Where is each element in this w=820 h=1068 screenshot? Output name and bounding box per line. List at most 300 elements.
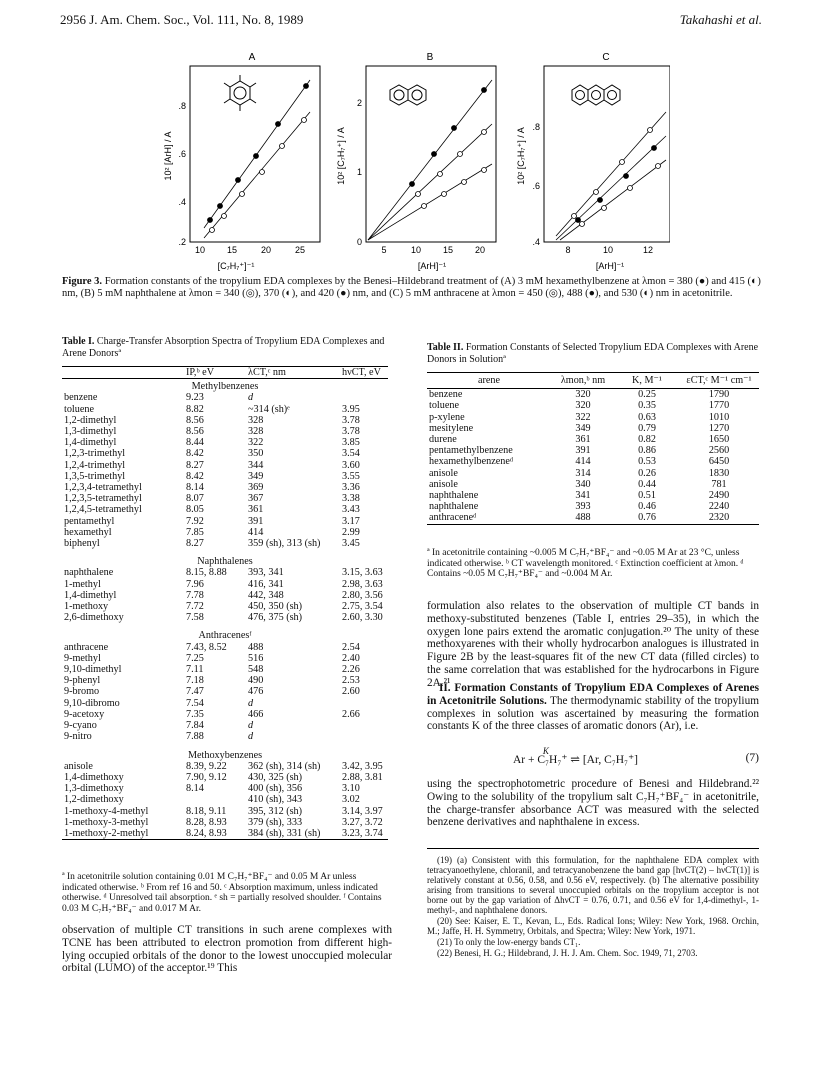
panel-a-ytick: .2	[178, 237, 186, 247]
table2-cell: hexamethylbenzeneᵈ	[429, 456, 514, 468]
panel-c-ytick: .4	[532, 237, 540, 247]
table1-cell: 7.88	[186, 731, 204, 743]
table2-cell: toluene	[429, 400, 459, 412]
table2-cell: pentamethylbenzene	[429, 445, 513, 457]
table1-section-title: Anthracenesᶠ	[198, 630, 252, 642]
table1-cell	[184, 794, 246, 805]
table1-row	[62, 426, 388, 437]
table1-body	[62, 379, 388, 840]
table1-row	[62, 471, 388, 482]
panel-c-ytick: .8	[532, 122, 540, 132]
table1-row	[62, 675, 388, 686]
table1-cell: 442, 348	[248, 589, 284, 601]
table2-cell: 314	[575, 467, 591, 479]
table1-section-row	[62, 554, 388, 567]
table1-row	[62, 527, 388, 538]
table1-row	[62, 460, 388, 471]
table2-cell: 1830	[708, 467, 730, 479]
table1-row	[62, 415, 388, 426]
table1-section-row	[62, 748, 388, 761]
table1-cell	[340, 392, 388, 403]
table1-cell: 7.92	[186, 515, 204, 527]
table1-cell: 1,4-dimethyl	[64, 589, 117, 601]
table1-cell: 8.18, 9.11	[186, 805, 227, 817]
table2-cell: 320	[575, 400, 591, 412]
table1-cell: 3.42, 3.95	[342, 760, 383, 772]
table2-header-cell: εCT,ᶜ M⁻¹ cm⁻¹	[679, 373, 759, 389]
panel-a-data-points	[208, 84, 309, 233]
table1-cell: 1,4-dimethyl	[64, 437, 117, 449]
table1-cell: 3.54	[342, 448, 360, 460]
table1-row	[62, 828, 388, 840]
table1-section-title: Naphthalenes	[197, 556, 253, 568]
table1-row	[62, 731, 388, 742]
panel-b-xtick: 5	[381, 245, 387, 255]
table2-cell: 0.26	[638, 467, 656, 479]
table2-footnote: ª In acetonitrile containing ~0.005 M C₇H₇⁺BF₄⁻ and ~0.05 M Ar at 23 °C, unless indicated otherwise. ᵇ CT wavelength monitored. ᶜ Extinction coefficient at λmon. ᵈ Contains ~0.05 M C₇H₇⁺BF₄⁻ and ~0.004 M Ar.	[427, 548, 744, 579]
table1-cell: d	[248, 697, 254, 709]
table2-cell: benzene	[429, 389, 463, 401]
panel-b-plot	[332, 52, 502, 274]
table1-cell: biphenyl	[64, 538, 100, 550]
table1-cell: 1,3-dimethyl	[64, 426, 117, 438]
table2-cell: 340	[575, 478, 591, 490]
table1-cell: 9-bromo	[64, 686, 100, 698]
panel-c-xlabel: [ArH]⁻¹	[595, 261, 625, 271]
table2-cell: 0.76	[615, 512, 679, 524]
table1-cell: 384 (sh), 331 (sh)	[246, 828, 340, 840]
table1-cell: 3.85	[342, 437, 360, 449]
table1-cell: 1,2-dimethyl	[64, 414, 117, 426]
table2-cell: 0.63	[638, 411, 656, 423]
table2-cell: 0.82	[638, 434, 656, 446]
table1-row	[62, 601, 388, 612]
table2-cell: naphthalene	[429, 490, 479, 502]
figure-panel-b	[332, 52, 502, 279]
table1-cell: 8.42	[186, 470, 204, 482]
table1-cell: 362 (sh), 314 (sh)	[248, 760, 321, 772]
table1-cell: 410 (sh), 343	[248, 794, 303, 806]
table1-row	[62, 482, 388, 493]
table1-cell: anthracene	[64, 641, 109, 653]
table1-cell: 8.14	[186, 482, 204, 494]
table1-row	[62, 783, 388, 794]
panel-b-xtick: 10	[410, 245, 422, 255]
panel-a-xlabel: [C₇H₇⁺]⁻¹	[217, 261, 255, 271]
equation-constant: K	[542, 746, 549, 756]
panel-b-ytick: 1	[356, 167, 362, 177]
table1-cell: 3.78	[342, 426, 360, 438]
table1-row	[62, 642, 388, 653]
panel-b-label: B	[426, 52, 434, 63]
table1-cell: 8.15, 8.88	[186, 567, 227, 579]
table1-cell: 1-methoxy	[64, 601, 109, 613]
table1-cell: 3.60	[342, 459, 360, 471]
table2-cell: 320	[575, 389, 591, 401]
table1-cell: 2.54	[342, 641, 360, 653]
table1-cell: 3.27, 3.72	[342, 816, 383, 828]
table1-cell: 391	[248, 515, 264, 527]
table2-header-cell: arene	[427, 373, 551, 389]
panel-b-xtick: 20	[474, 245, 486, 255]
equation-text: Ar + C₇H₇⁺ ⇌ [Ar, C₇H₇⁺]	[513, 754, 638, 766]
table1-cell: benzene	[64, 392, 98, 404]
table1-cell: 7.58	[186, 612, 204, 624]
table1-cell: 7.72	[186, 601, 204, 613]
table1-cell: 7.25	[186, 652, 204, 664]
table1-row	[62, 437, 388, 448]
table1-cell: 3.95	[342, 403, 360, 415]
table1-cell: 8.07	[186, 493, 204, 505]
panel-c-frame	[544, 66, 670, 242]
panel-c-xtick: 12	[642, 245, 654, 255]
table1-row	[62, 567, 388, 578]
equation-expression	[513, 746, 647, 766]
table1-cell: 379 (sh), 333	[248, 816, 303, 828]
table2-cell: 393	[575, 501, 591, 513]
table1-cell: 9.23	[186, 392, 204, 404]
panel-a-ytick: .8	[178, 101, 186, 111]
table1-cell: 2.75, 3.54	[342, 601, 383, 613]
panel-c-data-points	[572, 128, 661, 227]
table2-cell: mesitylene	[429, 422, 474, 434]
table1-cell: 1,3-dimethoxy	[64, 783, 124, 795]
table1-cell: 3.43	[342, 504, 360, 516]
table2-header-cell: λmon,ᵇ nm	[551, 373, 615, 389]
table1-cell: pentamethyl	[64, 515, 115, 527]
panel-a-plot	[160, 52, 330, 274]
table2-label: Table II.	[427, 342, 464, 353]
journal-citation: 2956 J. Am. Chem. Soc., Vol. 111, No. 8, 1989	[60, 12, 304, 27]
table1-cell: 7.90, 9.12	[186, 771, 227, 783]
table1-cell: 1,2,3,4-tetramethyl	[64, 482, 142, 494]
panel-a-ytick: .4	[178, 197, 186, 207]
table2-cell: 0.51	[638, 490, 656, 502]
table1-row	[62, 817, 388, 828]
table1-cell: 1,2,4-trimethyl	[64, 459, 126, 471]
table1-header-cell: hνCT, eV	[340, 367, 388, 379]
table2-row	[427, 456, 759, 467]
table1-cell: 369	[248, 482, 264, 494]
table1-cell: 8.27	[186, 459, 204, 471]
table1-cell: 2.26	[342, 664, 360, 676]
table1-cell: 1-methoxy-3-methyl	[64, 816, 149, 828]
table2-cell: 391	[575, 445, 591, 457]
table1-cell	[340, 698, 388, 709]
right-column-paragraph-2	[427, 682, 759, 733]
panel-a-xtick: 15	[226, 245, 238, 255]
table1-cell: 2.98, 3.63	[342, 578, 383, 590]
table2-row	[427, 479, 759, 490]
table1-cell: 9-phenyl	[64, 675, 101, 687]
table1-cell: 2.53	[342, 675, 360, 687]
panel-b-xlabel: [ArH]⁻¹	[417, 261, 447, 271]
table1-cell: 8.82	[186, 403, 204, 415]
table1-cell: 344	[248, 459, 264, 471]
table2-cell: anisole	[429, 467, 458, 479]
table1-cell: 7.47	[186, 686, 204, 698]
panel-b-ylabel: 10² [C₇H₇⁺] / A	[336, 127, 346, 185]
table1-section-row	[62, 628, 388, 641]
table2-title: Formation Constants of Selected Tropylium EDA Complexes with Arene Donors in Solutionª	[427, 342, 759, 365]
table1-cell: 3.14, 3.97	[342, 805, 383, 817]
section-heading: II. Formation Constants of Tropylium EDA Complexes of Arenes in Acetonitrile Solutions.	[427, 682, 759, 707]
table1-row	[62, 504, 388, 515]
table2-cell: 0.25	[638, 389, 656, 401]
table1-cell: 488	[248, 641, 264, 653]
panel-a-xtick: 10	[194, 245, 206, 255]
table1-cell: 8.27	[186, 538, 204, 550]
table1-header-cell: IP,ᵇ eV	[184, 367, 246, 379]
table1-cell: 7.43, 8.52	[186, 641, 227, 653]
table1-row	[62, 698, 388, 709]
table1-cell: 466	[248, 708, 264, 720]
panel-b-xtick: 15	[442, 245, 454, 255]
figure-panel-c	[500, 52, 670, 279]
panel-a-xtick: 20	[260, 245, 272, 255]
table1-cell: d	[248, 392, 254, 404]
table1-row	[62, 709, 388, 720]
table1-footnote: ª In acetonitrile solution containing 0.01 M C₇H₇⁺BF₄⁻ and 0.05 M Ar unless indicated otherwise. ᵇ From ref 16 and 50. ᶜ Absorption maximum, unless indicated otherwise. ᵈ Unresolved tail absorption. ᵉ sh = partially resolved shoulder. ᶠ Contains 0.03 M C₇H₇⁺BF₄⁻ and 0.017 M Ar.	[62, 872, 382, 914]
table1-row	[62, 772, 388, 783]
table1-section-row	[62, 379, 388, 393]
table2-cell: 0.35	[638, 400, 656, 412]
figure-panel-a	[160, 52, 330, 279]
table2-cell: 488	[551, 512, 615, 524]
table2-cell: 1770	[708, 400, 730, 412]
table1-cell: 8.42	[186, 448, 204, 460]
panel-c-label: C	[602, 52, 610, 63]
table1-row	[62, 404, 388, 415]
table1-cell: 1-methoxy-4-methyl	[64, 805, 149, 817]
table1-cell: 328	[248, 414, 264, 426]
table1-cell: 361	[248, 504, 264, 516]
table1-cell: toluene	[64, 403, 94, 415]
table1-cell: 8.28, 8.93	[186, 816, 227, 828]
table1-cell: 8.56	[186, 426, 204, 438]
table1-cell: 7.35	[186, 708, 204, 720]
table1-cell: 2.60, 3.30	[342, 612, 383, 624]
table1-row	[62, 579, 388, 590]
naphthalene-structure-icon	[390, 85, 426, 105]
table1-cell: 7.78	[186, 589, 204, 601]
table1-header-cell	[62, 367, 184, 379]
table1-cell: 7.84	[186, 720, 204, 732]
table1-row	[62, 686, 388, 697]
table1-title: Charge-Transfer Absorption Spectra of Tropylium EDA Complexes and Arene Donorsª	[62, 336, 385, 359]
table1-label: Table I.	[62, 336, 95, 347]
table1-cell: 9,10-dibromo	[64, 697, 120, 709]
table2-cell: 361	[575, 434, 591, 446]
table1-row	[62, 653, 388, 664]
table2-cell: anisole	[429, 478, 458, 490]
table1-cell	[340, 731, 388, 742]
table1-cell: 490	[248, 675, 264, 687]
table2-row	[427, 423, 759, 434]
table1-row	[62, 612, 388, 623]
panel-b-frame	[366, 66, 496, 242]
table1-cell: 2.66	[342, 708, 360, 720]
table1-row	[62, 448, 388, 459]
table2-cell: 1010	[708, 411, 730, 423]
table2-row	[427, 389, 759, 401]
figure-caption-label: Figure 3.	[62, 276, 103, 287]
table1-cell: 7.85	[186, 526, 204, 538]
table1-cell: 393, 341	[248, 567, 284, 579]
table1-cell: ~314 (sh)ᵉ	[248, 403, 290, 415]
table2-cell: p-xylene	[429, 411, 465, 423]
figure-caption-text: Formation constants of the tropylium EDA complexes by the Benesi–Hildebrand treatment of (A) 3 mM hexamethylbenzene at λmon = 380 (●) and 415 (◐) nm, (B) 5 mM naphthalene at λmon = 340 (◎), 370 (◐), and 420 (●) nm, and (C) 5 mM anthracene at λmon = 450 (◎), 488 (●), and 530 (◐) nm in acetonitrile.	[62, 276, 761, 299]
table2-cell: anthraceneᵈ	[427, 512, 551, 524]
table1-cell: 450, 350 (sh)	[248, 601, 303, 613]
table1-section-title: Methoxybenzenes	[187, 749, 263, 761]
panel-b-ytick: 2	[356, 98, 362, 108]
table1-cell: 516	[248, 652, 264, 664]
table2-body	[427, 389, 759, 524]
section-text: The thermodynamic stability of the tropylium complexes in solution was ascertained by measuring the formation constants K of the three classes of aromatic donors (Ar), i.e.	[427, 694, 760, 733]
table1-cell: 7.18	[186, 675, 204, 687]
left-column-paragraph: observation of multiple CT transitions in such arene complexes with TCNE has been attributed to electron promotion from different high-lying occupied orbitals of the donor to the lowest unoccupied molecular orbital (LUMO) of the acceptor.¹⁹ This	[62, 924, 392, 975]
table1-cell: 3.23, 3.74	[340, 828, 388, 840]
table1-row	[62, 806, 388, 817]
table1-cell: 3.02	[342, 794, 360, 806]
table1-cell: 9,10-dimethyl	[64, 664, 122, 676]
table1-cell: 1,2,3-trimethyl	[64, 448, 126, 460]
table2-header-cell: K, M⁻¹	[615, 373, 679, 389]
table1-cell: 3.17	[342, 515, 360, 527]
table1-cell: 395, 312 (sh)	[248, 805, 303, 817]
table2-cell: 0.53	[638, 456, 656, 468]
table1-cell: 9-cyano	[64, 720, 97, 732]
table2-cell: 2240	[708, 501, 730, 513]
reference-item: (21) To only the low-energy bands CT₁.	[437, 937, 581, 947]
table2-row	[427, 434, 759, 445]
table2-row	[427, 512, 759, 524]
table2-cell: durene	[429, 434, 457, 446]
table2-caption	[427, 342, 759, 365]
table2-row	[427, 501, 759, 512]
panel-a-xtick: 25	[294, 245, 306, 255]
table2-cell: 349	[575, 422, 591, 434]
table1-cell: 8.39, 9.22	[186, 760, 227, 772]
anthracene-structure-icon	[572, 85, 620, 105]
table1-cell: 3.15, 3.63	[342, 567, 383, 579]
table2-cell: 0.46	[638, 501, 656, 513]
table1-cell: 3.36	[342, 482, 360, 494]
table1-cell: 416, 341	[248, 578, 284, 590]
table1-cell: 8.14	[186, 783, 204, 795]
table1-row	[62, 720, 388, 731]
table1-row	[62, 590, 388, 601]
table1-cell: 367	[248, 493, 264, 505]
table1-header-row	[62, 367, 388, 379]
table1-cell: 9-methyl	[64, 652, 101, 664]
table1-cell: 8.44	[186, 437, 204, 449]
table1-cell: 3.10	[342, 783, 360, 795]
figure-caption	[62, 276, 762, 300]
table2-cell: 1270	[708, 422, 730, 434]
table1-header-cell: λCT,ᶜ nm	[246, 367, 340, 379]
table2-cell: 6450	[708, 456, 730, 468]
table2-cell: 2560	[708, 445, 730, 457]
table2-cell: 0.44	[638, 478, 656, 490]
panel-a-ylabel: 10² [ArH] / A	[163, 131, 173, 181]
table1-row	[62, 664, 388, 675]
table1-row	[62, 392, 388, 403]
table1-cell: 1,2-dimethoxy	[64, 794, 124, 806]
table2-row	[427, 445, 759, 456]
table1-cell: 476	[248, 686, 264, 698]
hexamethylbenzene-structure-icon	[224, 75, 256, 111]
table1-cell: 8.56	[186, 414, 204, 426]
table1-cell: 1-methoxy-2-methyl	[62, 828, 184, 840]
table1-cell: 2.80, 3.56	[342, 589, 383, 601]
table2-row	[427, 412, 759, 423]
table1-row	[62, 761, 388, 772]
table1-cell: 1,2,3,5-tetramethyl	[64, 493, 142, 505]
table1-cell: 1,4-dimethoxy	[64, 771, 124, 783]
panel-c-ylabel: 10² [C₇H₇⁺] / A	[516, 127, 526, 185]
table1-row	[62, 794, 388, 805]
table1-cell: 3.78	[342, 414, 360, 426]
reference-item: (22) Benesi, H. G.; Hildebrand, J. H. J. Am. Chem. Soc. 1949, 71, 2703.	[437, 948, 698, 958]
table1-cell: 1-methyl	[64, 578, 101, 590]
table1-cell: 430, 325 (sh)	[248, 771, 303, 783]
table1-section-title: Methylbenzenes	[191, 381, 259, 393]
table1-cell: anisole	[64, 760, 93, 772]
table1-cell: 476, 375 (sh)	[248, 612, 303, 624]
table2-cell: 1650	[708, 434, 730, 446]
table2-cell: 414	[575, 456, 591, 468]
table1-cell: 1,3,5-trimethyl	[64, 470, 126, 482]
table1-cell: 350	[248, 448, 264, 460]
table1-cell: 548	[248, 664, 264, 676]
table1-cell: 2.99	[342, 526, 360, 538]
table1-cell: 349	[248, 470, 264, 482]
panel-a-ytick: .6	[178, 149, 186, 159]
table1-row	[62, 493, 388, 504]
table1-cell: 8.24, 8.93	[184, 828, 246, 840]
table1-caption	[62, 336, 392, 359]
table1-row	[62, 538, 388, 549]
table2-row	[427, 468, 759, 479]
panel-c-xtick: 10	[602, 245, 614, 255]
table1-cell: 9-nitro	[64, 731, 92, 743]
table1-cell: 2.40	[342, 652, 360, 664]
table1-cell: d	[248, 731, 254, 743]
table1-cell: d	[248, 720, 254, 732]
table1-cell: 3.55	[342, 470, 360, 482]
table1-cell: 8.05	[186, 504, 204, 516]
right-column-paragraph-1: formulation also relates to the observation of multiple CT bands in methoxy-substituted benzenes (Table I, entries 29–35), in which the oxygen lone pairs extend the aromatic conjugation.²⁰ The unity of these methoxyarenes with their wholly hydrocarbon analogues is illustrated in Figure 2B by the least-squares fit of the new CT data (filled circles) to the same correlation that was established for the hydrocarbons in Figure 2A.²¹	[427, 600, 759, 689]
table2-cell: 781	[711, 478, 727, 490]
equation-number: (7)	[745, 752, 759, 764]
table2-cell: 341	[575, 490, 591, 502]
table2-cell: 1790	[708, 389, 730, 401]
table1-cell: 414	[248, 526, 264, 538]
table2-cell: 322	[575, 411, 591, 423]
table2-cell: 2320	[679, 512, 759, 524]
table2-cell: 0.86	[638, 445, 656, 457]
table2-row	[427, 400, 759, 411]
table1-cell: 7.54	[186, 697, 204, 709]
table1-cell: 9-acetoxy	[64, 708, 105, 720]
table1-cell: 2,6-dimethoxy	[64, 612, 124, 624]
table1-cell: 359 (sh), 313 (sh)	[248, 538, 321, 550]
table2-header-row	[427, 373, 759, 389]
panel-c-xtick: 8	[565, 245, 571, 255]
table1-cell	[340, 720, 388, 731]
